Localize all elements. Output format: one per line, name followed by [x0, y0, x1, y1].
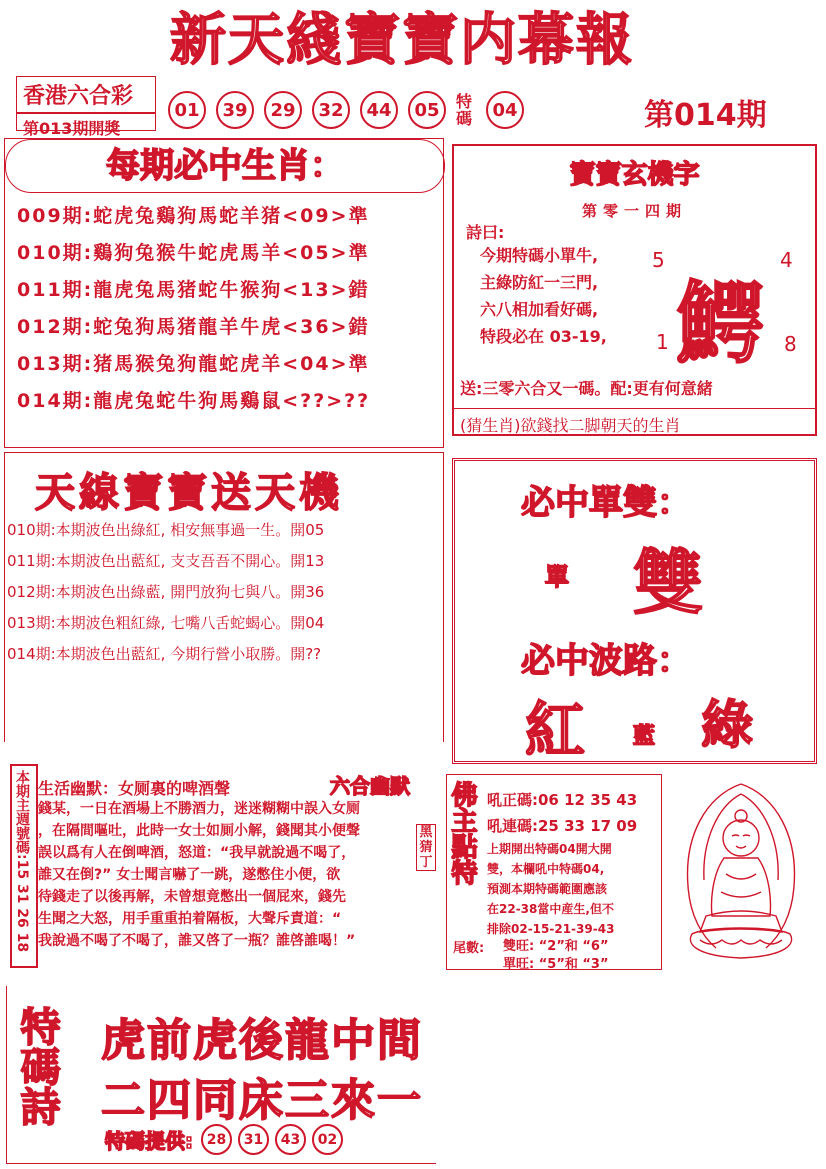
provide-ball: 43 [275, 1124, 306, 1155]
secret-word-issue: 第零一四期 [581, 202, 687, 220]
buddha-label: 佛主點特 [447, 781, 477, 885]
poem-line: 六八相加看好碼, [480, 300, 599, 319]
secret-big-char: 鰐 [676, 272, 765, 375]
poem-section [6, 986, 436, 1164]
wave-green: 綠 [701, 696, 754, 756]
joke-line: 待錢走了以後再解，未曾想竟憋出一個屁來，錢先 [38, 889, 346, 905]
shout-link: 吼連碼:25 33 17 09 [487, 817, 638, 835]
heaven-row: 014期:本期波色出藍紅, 今期行營小取勝。開?? [7, 645, 322, 663]
lottery-name-box [16, 76, 156, 138]
heaven-row: 011期:本期波色出藍紅, 支支吾吾不開心。開13 [7, 552, 325, 570]
joke-section [10, 764, 444, 974]
odd-even-section [452, 458, 817, 764]
provide-ball: 31 [238, 1124, 269, 1155]
poem-label: 詩曰: [466, 223, 505, 242]
provide-row [105, 1124, 349, 1155]
special-label: 特碼 [456, 92, 473, 128]
tail-even: 雙旺: “2”和 “6” [503, 939, 609, 954]
side-label: 本期主週號碼:15 31 26 18 [14, 770, 30, 953]
buddha-line: 預測本期特碼範圍應該 [487, 882, 608, 896]
poem-line: 今期特碼小單牛, [480, 246, 599, 265]
zodiac-row: 012期:蛇兔狗馬猪龍羊牛虎<36>錯 [17, 316, 370, 338]
poem-line-1: 虎前虎後龍中間 [101, 1015, 423, 1066]
provide-label: 特碼提供: [105, 1129, 193, 1153]
joke-line: 生聞之大怒，用手重重拍着隔板，大聲斥責道：“ [38, 911, 342, 927]
odd-even-title: 必中單雙： [521, 483, 691, 523]
buddha-line: 上期開出特碼04開大開 [487, 842, 612, 856]
ball: 01 [168, 91, 206, 129]
heaven-row: 012期:本期波色出綠藍, 開門放狗七與八。開36 [7, 583, 325, 601]
poem-line: 主綠防紅一三門, [480, 273, 599, 292]
special-ball: 04 [486, 91, 524, 129]
zodiac-row: 009期:蛇虎兔鷄狗馬蛇羊猪<09>準 [17, 205, 370, 227]
wave-blue: 藍 [633, 724, 656, 749]
joke-line: 錢某，一日在酒場上不勝酒力，迷迷糊糊中誤入女厕 [38, 801, 360, 817]
wave-title: 必中波路： [521, 641, 691, 681]
joke-line: ，在隔間嘔吐，此時一女士如厠小解，錢聞其小便聲 [38, 823, 360, 839]
secret-number: 4 [780, 248, 793, 272]
buddha-image [666, 776, 816, 972]
heaven-title: 天線寶寶送天機 [35, 470, 343, 516]
buddha-line: 雙，本欄吼中特碼04, [487, 862, 605, 876]
draw-balls [168, 90, 534, 130]
heaven-row: 010期:本期波色出綠紅, 相安無事過一生。開05 [7, 521, 325, 539]
secret-number: 1 [656, 330, 669, 354]
page-title: 新天綫寶寶内幕報 [170, 8, 634, 73]
ball: 44 [360, 91, 398, 129]
buddha-line: 在22-38當中産生,但不 [487, 902, 614, 916]
secret-word-section [452, 144, 817, 436]
tail-label: 尾數: [453, 941, 485, 956]
joke-side-tag: 黑 猜 丁 [416, 824, 436, 871]
lottery-name: 香港六合彩 [17, 77, 155, 114]
side-label-box [10, 764, 38, 968]
joke-brand: 六合幽默 [330, 774, 410, 798]
odd-small: 單 [545, 563, 569, 591]
tail-odd: 單旺: “5”和 “3” [503, 957, 609, 972]
even-big: 雙 [633, 542, 703, 624]
secret-word-title: 寶寶玄機字 [569, 160, 700, 190]
wave-red: 紅 [525, 696, 585, 766]
joke-line: 誤以爲有人在倒啤酒，怒道：“我早就說過不喝了， [38, 845, 356, 861]
ball: 39 [216, 91, 254, 129]
poem-label: 特碼詩 [14, 1006, 60, 1126]
joke-title: 生活幽默：女厕裏的啤酒聲 [38, 779, 231, 798]
zodiac-section [4, 138, 444, 448]
buddha-section [446, 774, 662, 970]
zodiac-row: 013期:猪馬猴兔狗龍蛇虎羊<04>準 [17, 353, 370, 375]
joke-line: 我說過不喝了不喝了，誰又啓了一瓶？誰啓誰喝！” [38, 933, 356, 949]
ball: 32 [312, 91, 350, 129]
current-issue: 第014期 [644, 98, 767, 133]
ball: 05 [408, 91, 446, 129]
zodiac-row: 011期:龍虎兔馬猪蛇牛猴狗<13>錯 [17, 279, 370, 301]
prev-issue: 第013期開獎 [23, 119, 121, 138]
secret-number: 8 [784, 332, 797, 356]
secret-bonus: 送:三零六合又一碼。配:更有何意緒 [460, 379, 713, 398]
heaven-section [4, 452, 444, 742]
shout-right: 吼正碼:06 12 35 43 [487, 791, 638, 809]
secret-number: 5 [652, 248, 665, 272]
secret-riddle: (猜生肖)欲錢找二脚朝天的生肖 [454, 408, 815, 440]
poem-line-2: 二四同床三來一 [101, 1075, 423, 1126]
joke-line: 誰又在倒?” 女士聞言嚇了一跳，遂憋住小便，欲 [38, 867, 341, 883]
provide-ball: 02 [312, 1124, 343, 1155]
buddha-line: 排除02-15-21-39-43 [487, 922, 615, 936]
provide-ball: 28 [201, 1124, 232, 1155]
ball: 29 [264, 91, 302, 129]
zodiac-title: 每期必中生肖： [5, 139, 445, 193]
poem-line: 特段必在 03-19, [480, 327, 607, 346]
zodiac-row: 014期:龍虎兔蛇牛狗馬鷄鼠<??>?? [17, 390, 371, 412]
zodiac-row: 010期:鷄狗兔猴牛蛇虎馬羊<05>準 [17, 242, 370, 264]
heaven-row: 013期:本期波色粗紅綠, 七嘴八舌蛇蝎心。開04 [7, 614, 325, 632]
buddha-figure-icon [666, 776, 816, 972]
